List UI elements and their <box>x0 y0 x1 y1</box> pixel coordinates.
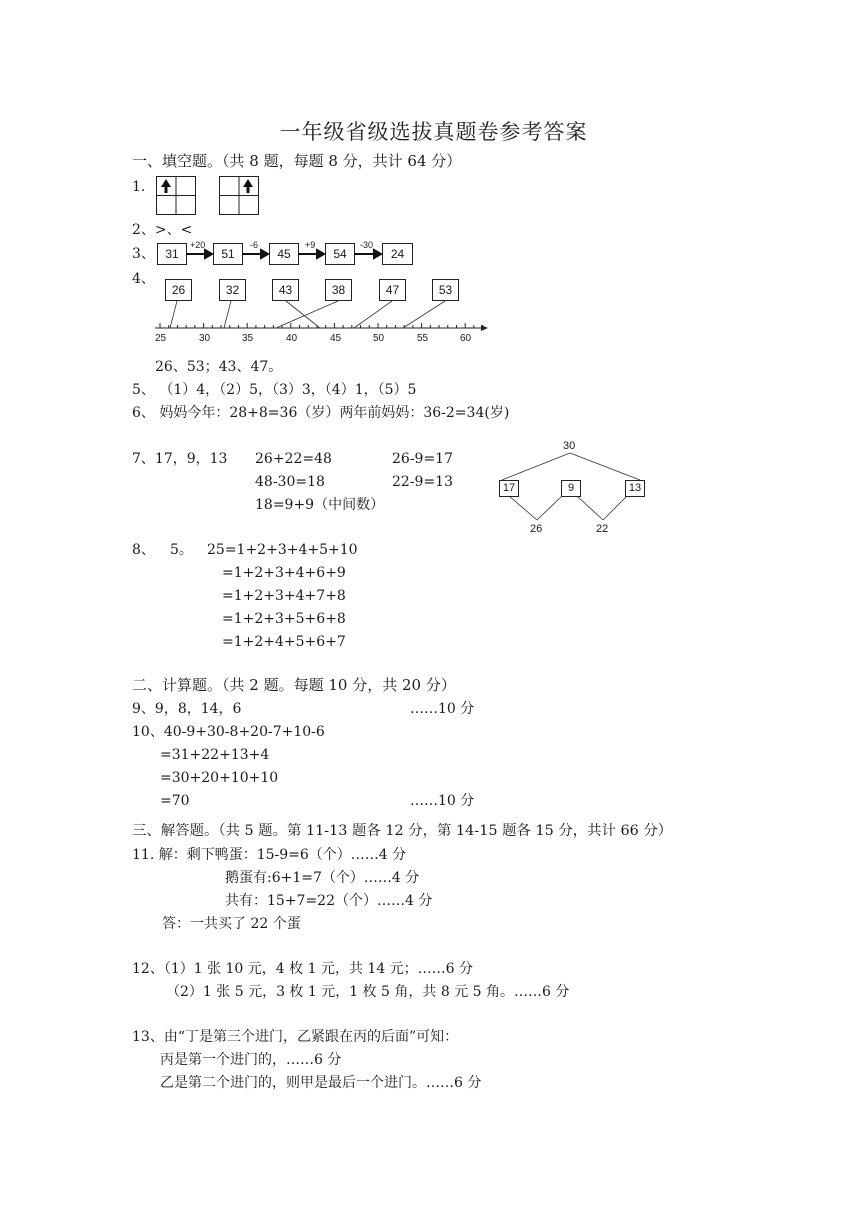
q4-value-box: 43 <box>272 279 299 301</box>
q10-line: 10、40-9+30-8+20-7+10-6 <box>132 724 325 740</box>
q7-label: 7、17，9，13 <box>132 451 228 467</box>
q3-value-box: 31 <box>157 243 187 265</box>
section2-heading: 二、计算题。（共 2 题。每题 10 分，共 20 分） <box>132 676 456 694</box>
q4-value-box: 53 <box>432 279 459 301</box>
q3-label: 3、 <box>132 246 155 262</box>
section1-heading: 一、填空题。（共 8 题，每题 8 分，共计 64 分） <box>132 152 462 170</box>
q3-op-label: -6 <box>250 240 259 250</box>
axis-tick-label: 60 <box>460 333 472 344</box>
q1-label: 1. <box>132 179 146 195</box>
axis-tick-label: 50 <box>373 333 385 344</box>
q9-answer: 9、9，8，14，6 <box>132 701 242 717</box>
q7-equation: 26+22=48 <box>255 451 332 467</box>
q4-answer: 26、53；43、47。 <box>155 359 283 375</box>
q11-line: 答：一共买了 22 个蛋 <box>162 916 301 932</box>
q13-line: 丙是第一个进门的，……6 分 <box>160 1052 342 1068</box>
q13-line: 乙是第二个进门的，则甲是最后一个进门。……6 分 <box>160 1075 482 1091</box>
q3-value-box: 24 <box>382 243 413 265</box>
axis-tick-label: 30 <box>199 333 211 344</box>
q11-line: 11. 解：剩下鸭蛋：15-9=6（个）……4 分 <box>132 847 407 863</box>
q4-value-box: 32 <box>219 279 246 301</box>
q4-value-box: 47 <box>379 279 406 301</box>
q10-line: =70 <box>160 793 190 809</box>
q2-answer: 2、>、< <box>132 222 193 238</box>
q7-equation: 26-9=17 <box>392 451 453 467</box>
q8-line: =1+2+3+4+7+8 <box>222 588 346 604</box>
q11-line: 鹅蛋有:6+1=7（个）……4 分 <box>225 870 420 886</box>
q3-value-box: 45 <box>269 243 299 265</box>
axis-tick-label: 35 <box>242 333 254 344</box>
axis-tick-label: 55 <box>417 333 429 344</box>
q6-answer: 6、 妈妈今年：28+8=36（岁）两年前妈妈：36-2=34(岁) <box>132 405 510 421</box>
q10-line: =30+20+10+10 <box>160 770 279 786</box>
q11-line: 共有：15+7=22（个）……4 分 <box>225 893 433 909</box>
q8-label: 8、 <box>132 542 155 558</box>
q7-equation: 18=9+9（中间数） <box>255 497 385 513</box>
q3-op-label: -30 <box>360 240 374 250</box>
q7-diagram-bottom: 26 <box>530 523 543 535</box>
q13-line: 13、由“丁是第三个进门，乙紧跟在丙的后面”可知： <box>132 1029 459 1045</box>
q9-score: ……10 分 <box>410 701 475 717</box>
q7-diagram-box: 17 <box>499 480 519 497</box>
q10-score: ……10 分 <box>410 793 475 809</box>
q5-answer: 5、 （1）4，（2）5，（3）3，（4）1，（5）5 <box>132 382 417 398</box>
q8-line: =1+2+4+5+6+7 <box>222 634 346 650</box>
q12-line: （2）1 张 5 元，3 枚 1 元，1 枚 5 角，共 8 元 5 角。……6 分 <box>166 984 570 1000</box>
q4-value-box: 38 <box>325 279 352 301</box>
q7-equation: 48-30=18 <box>255 474 325 490</box>
q3-value-box: 51 <box>213 243 243 265</box>
q7-diagram-top: 30 <box>563 440 576 452</box>
axis-tick-label: 40 <box>286 333 298 344</box>
q8-answer: 5。 <box>170 542 193 558</box>
q3-op-label: +9 <box>305 240 316 250</box>
axis-tick-label: 25 <box>155 333 167 344</box>
q3-value-box: 54 <box>325 243 355 265</box>
q10-line: =31+22+13+4 <box>160 747 270 763</box>
q8-line: =1+2+3+4+6+9 <box>222 565 346 581</box>
q7-diagram-box: 13 <box>625 480 645 497</box>
q8-line: =1+2+3+5+6+8 <box>222 611 346 627</box>
axis-tick-label: 45 <box>330 333 342 344</box>
q7-diagram-box: 9 <box>561 480 581 497</box>
page-title: 一年级省级选拔真题卷参考答案 <box>279 120 588 144</box>
q12-line: 12、（1）1 张 10 元，4 枚 1 元，共 14 元；……6 分 <box>132 961 474 977</box>
q7-equation: 22-9=13 <box>392 474 453 490</box>
q7-diagram-bottom: 22 <box>596 523 609 535</box>
q4-value-box: 26 <box>165 279 192 301</box>
q3-op-label: +20 <box>190 240 206 250</box>
section3-heading: 三、解答题。（共 5 题。第 11-13 题各 12 分，第 14-15 题各 15 分，共计 66 分） <box>132 823 673 839</box>
q8-line: 25=1+2+3+4+5+10 <box>207 542 358 558</box>
q4-label: 4、 <box>132 271 155 287</box>
